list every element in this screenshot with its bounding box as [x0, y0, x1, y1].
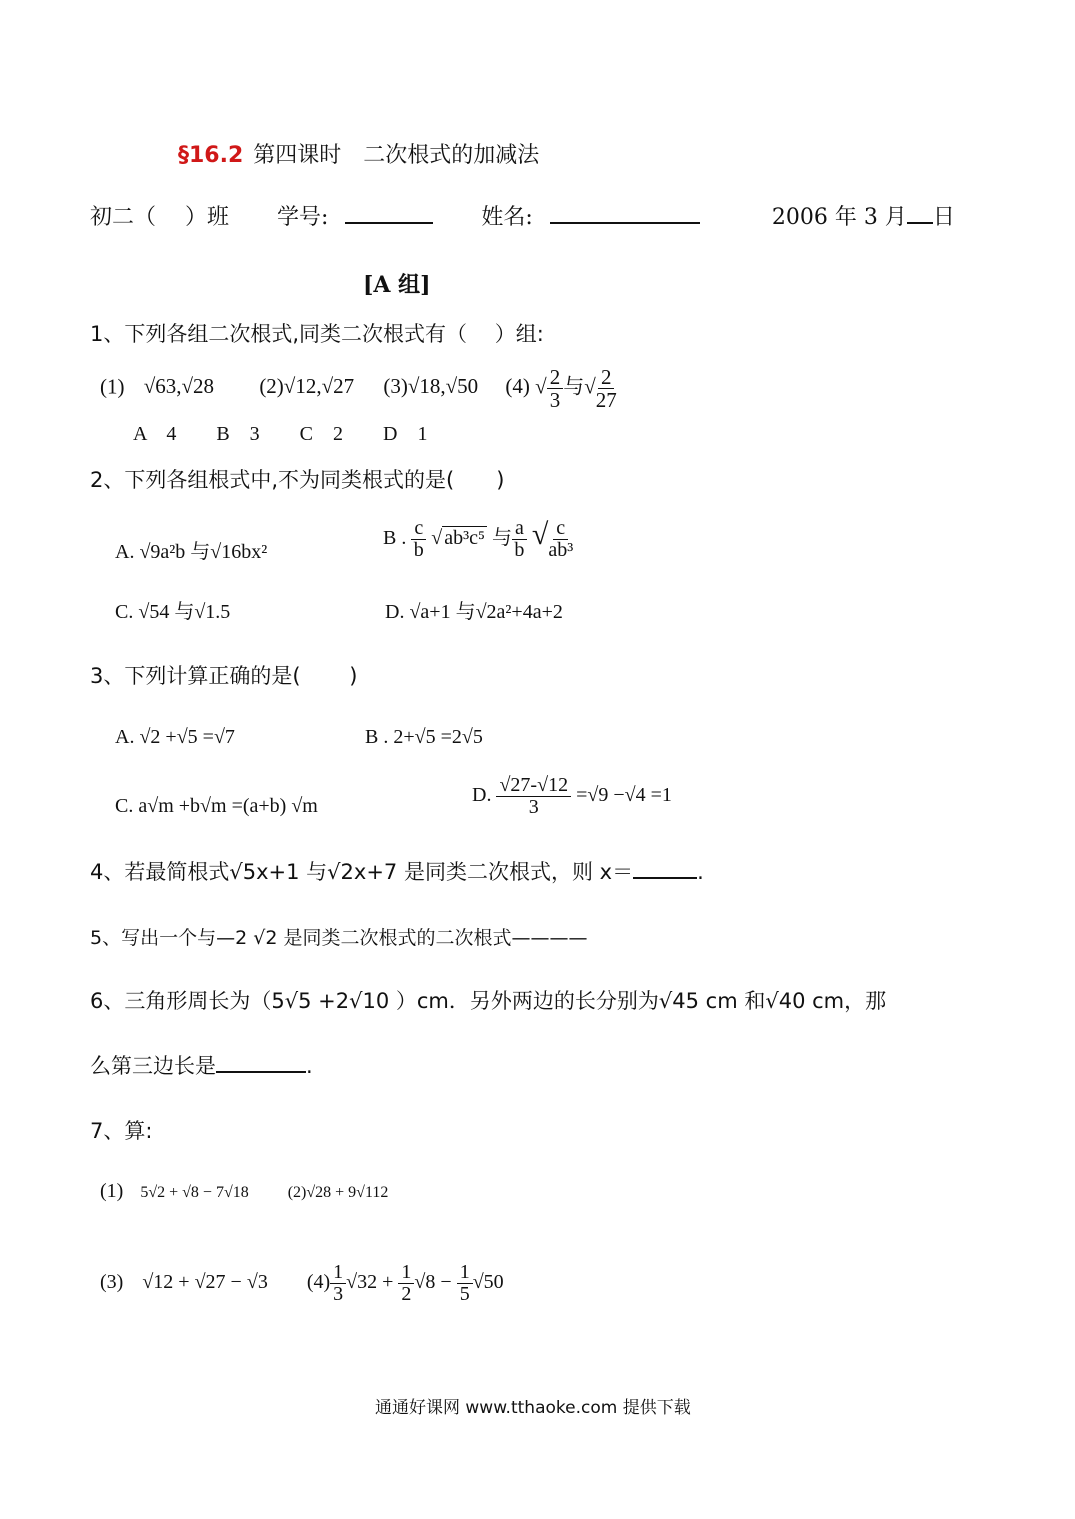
- q2-b-radical-fraction: [548, 518, 573, 561]
- denominator: 3: [333, 1283, 344, 1305]
- q7-part-3-4: [100, 1262, 504, 1305]
- q6-end: .: [306, 1054, 313, 1078]
- id-label: 学号:: [277, 205, 329, 230]
- q7-part-1-2: [100, 1180, 388, 1203]
- option-label: D.: [472, 784, 492, 807]
- q2-b-radicand-1: ab³c⁵: [444, 527, 485, 550]
- q3-option-d: [472, 775, 672, 818]
- q3-d-rest: =√9 −√4 =1: [576, 784, 672, 807]
- numerator: a: [512, 518, 527, 540]
- numerator: 1: [457, 1262, 473, 1284]
- part-label: (1): [100, 1180, 124, 1202]
- q7-part-2: (2)√28 + 9√112: [287, 1184, 389, 1201]
- question-7: 7、算:: [90, 1119, 153, 1143]
- numerator: 1: [398, 1262, 414, 1284]
- group-heading: [A 组]: [363, 272, 431, 298]
- q2-option-a: A. √9a²b 与√16bx²: [115, 541, 268, 563]
- q3-option-c: C. a√m +b√m =(a+b) √m: [115, 795, 318, 817]
- q7-part-3: √12 + √27 − √3: [142, 1271, 268, 1294]
- question-3: 3、下列计算正确的是( ): [90, 664, 358, 688]
- part-label: (4): [306, 1271, 331, 1294]
- name-label: 姓名:: [481, 205, 533, 230]
- name-blank: [550, 202, 700, 224]
- title-text: 第四课时 二次根式的加减法: [253, 143, 540, 168]
- denominator: 5: [459, 1283, 470, 1305]
- numerator: c: [411, 518, 426, 540]
- q2-option-d: D. √a+1 与√2a²+4a+2: [385, 601, 563, 623]
- page-title: [178, 138, 539, 169]
- numerator: 2: [598, 366, 615, 389]
- q1-item-1: √63,√28: [143, 374, 215, 399]
- numerator: √27-√12: [496, 775, 571, 797]
- q1-and: 与: [563, 374, 585, 399]
- q6-text: 么第三边长是: [90, 1054, 216, 1078]
- q2-option-c: C. √54 与√1.5: [115, 601, 231, 623]
- q2-option-b: [383, 518, 573, 561]
- q1-item-label: (1): [100, 374, 125, 399]
- q7-p4-fraction-1: [330, 1262, 346, 1305]
- sqrt-icon: √: [535, 374, 547, 399]
- q3-option-b: B . 2+√5 =2√5: [365, 726, 483, 748]
- q7-part-1: 5√2 + √8 − 7√18: [140, 1184, 249, 1201]
- q2-b-and: 与: [491, 527, 512, 550]
- day-blank: [907, 202, 933, 224]
- id-blank: [345, 202, 433, 224]
- question-4: [90, 856, 704, 886]
- section-number: §16.2: [178, 143, 244, 168]
- option-label: B .: [383, 527, 407, 550]
- q3-d-fraction: [496, 775, 571, 818]
- denominator: b: [413, 539, 424, 561]
- sqrt-icon: √: [431, 527, 443, 550]
- q1-item-3: (3)√18,√50: [383, 374, 479, 399]
- part-label: (3): [100, 1271, 124, 1294]
- denominator: ab³: [548, 539, 574, 561]
- q2-b-fraction-1: [411, 518, 426, 561]
- q7-p4-term-1: √32 +: [346, 1271, 394, 1294]
- sqrt-icon: √: [531, 518, 549, 552]
- question-1: 1、下列各组二次根式,同类二次根式有（ ）组:: [90, 322, 544, 346]
- page-footer: 通通好课网 www.tthaoke.com 提供下载: [375, 1398, 691, 1418]
- question-6-line-2: [90, 1050, 313, 1080]
- q7-p4-term-3: √50: [472, 1271, 504, 1294]
- q3-option-a: A. √2 +√5 =√7: [115, 726, 235, 748]
- q1-item-2: (2)√12,√27: [259, 374, 355, 399]
- answer-blank: [633, 857, 697, 879]
- answer-blank: [216, 1051, 306, 1073]
- q1-fraction-a: [547, 366, 564, 411]
- q1-choices: A 4 B 3 C 2 D 1: [133, 423, 428, 445]
- denominator: 3: [549, 388, 561, 413]
- q7-p4-term-2: √8 −: [414, 1271, 452, 1294]
- q1-item-4-label: (4): [505, 374, 530, 399]
- q4-end: .: [697, 860, 704, 884]
- denominator: b: [514, 539, 525, 561]
- question-5: 5、写出一个与—2 √2 是同类二次根式的二次根式————: [90, 927, 588, 949]
- denominator: 27: [595, 388, 617, 413]
- q1-fraction-b: [596, 366, 617, 411]
- date-prefix: 2006 年 3 月: [771, 205, 907, 230]
- q4-text: 4、若最简根式√5x+1 与√2x+7 是同类二次根式，则 x＝: [90, 860, 634, 884]
- sqrt-icon: √: [584, 374, 596, 399]
- numerator: 1: [330, 1262, 346, 1284]
- denominator: 2: [401, 1283, 412, 1305]
- class-label: 初二（ ）班: [90, 205, 229, 230]
- q7-p4-fraction-3: [457, 1262, 473, 1305]
- q7-p4-fraction-2: [398, 1262, 414, 1305]
- q1-items: [100, 366, 617, 411]
- numerator: c: [553, 518, 568, 540]
- question-2: 2、下列各组根式中,不为同类根式的是( ): [90, 468, 505, 492]
- q2-b-fraction-2: [512, 518, 527, 561]
- student-info-line: [90, 200, 955, 231]
- denominator: 3: [528, 796, 539, 818]
- date-suffix: 日: [932, 205, 955, 230]
- numerator: 2: [547, 366, 564, 389]
- question-6-line-1: 6、三角形周长为（5√5 +2√10 ）cm．另外两边的长分别为√45 cm 和√40 cm，那: [90, 989, 887, 1013]
